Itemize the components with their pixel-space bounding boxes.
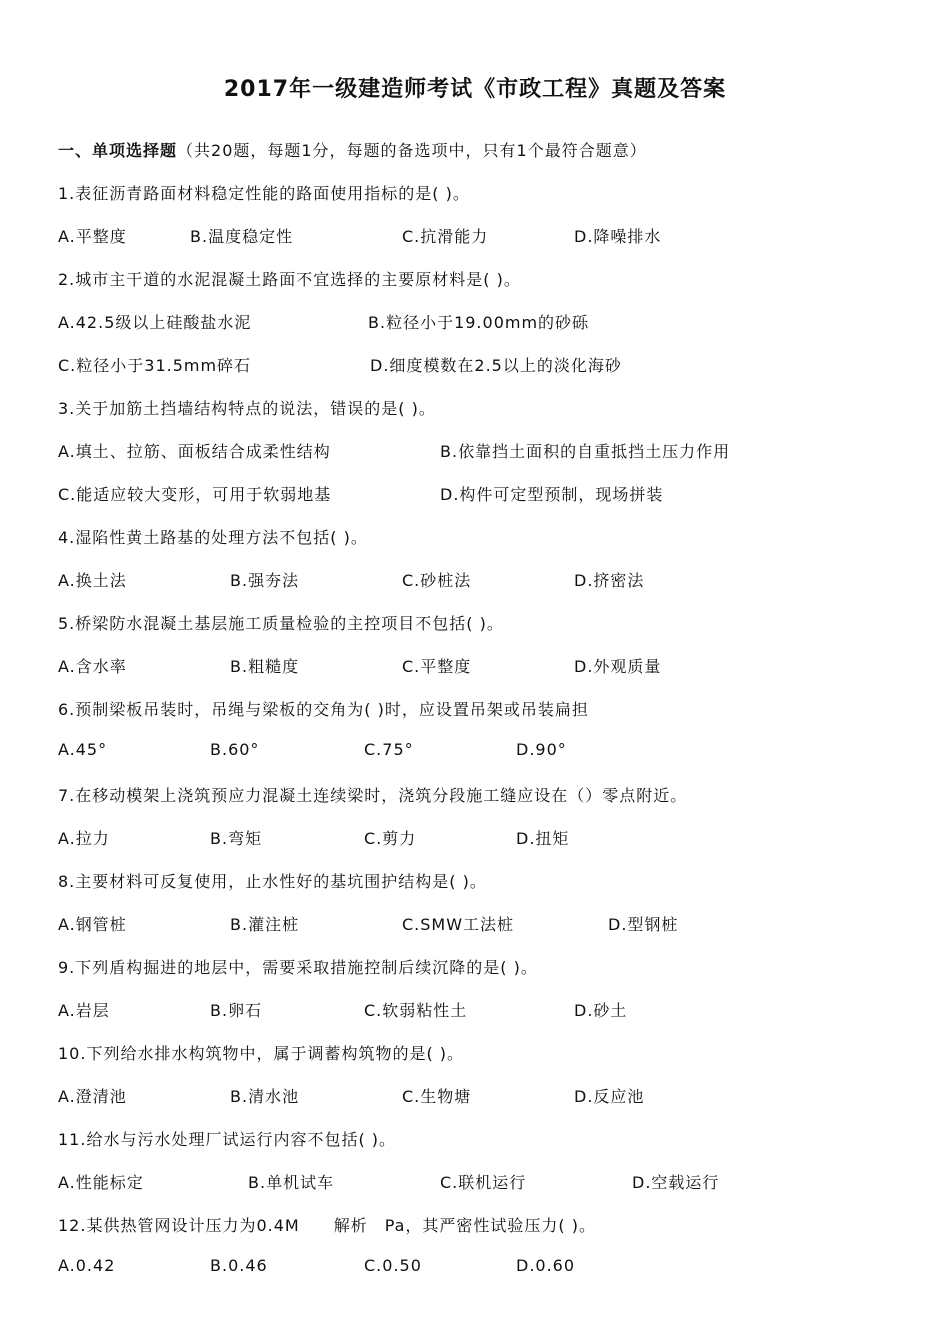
q10-option-d: D.反应池	[574, 1087, 645, 1106]
q1-option-c: C.抗滑能力	[402, 227, 489, 246]
q11-option-b: B.单机试车	[248, 1173, 335, 1192]
question-4-stem: 4.湿陷性黄土路基的处理方法不包括( )。	[58, 528, 368, 547]
q9-option-a: A.岩层	[58, 1001, 110, 1020]
q6-option-a: A.45°	[58, 740, 108, 759]
question-7-stem: 7.在移动模架上浇筑预应力混凝土连续梁时，浇筑分段施工缝应设在（）零点附近。	[58, 786, 688, 805]
q1-option-d: D.降噪排水	[574, 227, 662, 246]
q5-option-b: B.粗糙度	[230, 657, 300, 676]
q12-option-a: A.0.42	[58, 1256, 116, 1275]
q8-option-c: C.SMW工法桩	[402, 915, 515, 934]
q1-option-a: A.平整度	[58, 227, 127, 246]
question-12-stem: 12.某供热管网设计压力为0.4M 解析 Pa，其严密性试验压力( )。	[58, 1216, 597, 1235]
q5-option-c: C.平整度	[402, 657, 472, 676]
q2-option-c: C.粒径小于31.5mm碎石	[58, 356, 252, 375]
q4-option-c: C.砂桩法	[402, 571, 472, 590]
q4-option-d: D.挤密法	[574, 571, 645, 590]
q7-option-b: B.弯矩	[210, 829, 263, 848]
question-10-stem: 10.下列给水排水构筑物中，属于调蓄构筑物的是( )。	[58, 1044, 465, 1063]
q10-option-a: A.澄清池	[58, 1087, 127, 1106]
q2-option-a: A.42.5级以上硅酸盐水泥	[58, 313, 252, 332]
q10-option-c: C.生物塘	[402, 1087, 472, 1106]
q6-option-c: C.75°	[364, 740, 414, 759]
q9-option-b: B.卵石	[210, 1001, 263, 1020]
q3-option-d: D.构件可定型预制，现场拼装	[440, 485, 664, 504]
q7-option-d: D.扭矩	[516, 829, 570, 848]
q12-option-d: D.0.60	[516, 1256, 576, 1275]
q3-option-c: C.能适应较大变形，可用于软弱地基	[58, 485, 332, 504]
q6-option-b: B.60°	[210, 740, 260, 759]
q8-option-d: D.型钢桩	[608, 915, 679, 934]
q11-option-c: C.联机运行	[440, 1173, 527, 1192]
q12-option-c: C.0.50	[364, 1256, 422, 1275]
q9-option-d: D.砂土	[574, 1001, 628, 1020]
q12-option-b: B.0.46	[210, 1256, 268, 1275]
question-2-stem: 2.城市主干道的水泥混凝土路面不宜选择的主要原材料是( )。	[58, 270, 521, 289]
q2-option-d: D.细度模数在2.5以上的淡化海砂	[370, 356, 622, 375]
section-heading: 一、单项选择题	[58, 141, 178, 160]
q7-option-a: A.拉力	[58, 829, 110, 848]
q8-option-b: B.灌注桩	[230, 915, 300, 934]
q1-option-b: B.温度稳定性	[190, 227, 294, 246]
question-3-stem: 3.关于加筋土挡墙结构特点的说法，错误的是( )。	[58, 399, 436, 418]
question-8-stem: 8.主要材料可反复使用，止水性好的基坑围护结构是( )。	[58, 872, 487, 891]
q8-option-a: A.钢管桩	[58, 915, 127, 934]
q11-option-a: A.性能标定	[58, 1173, 144, 1192]
q3-option-b: B.依靠挡土面积的自重抵挡土压力作用	[440, 442, 731, 461]
q3-option-a: A.填土、拉筋、面板结合成柔性结构	[58, 442, 331, 461]
q2-option-b: B.粒径小于19.00mm的砂砾	[368, 313, 590, 332]
q4-option-a: A.换土法	[58, 571, 127, 590]
q4-option-b: B.强夯法	[230, 571, 300, 590]
q9-option-c: C.软弱粘性土	[364, 1001, 468, 1020]
question-9-stem: 9.下列盾构掘进的地层中，需要采取措施控制后续沉降的是( )。	[58, 958, 538, 977]
q5-option-a: A.含水率	[58, 657, 127, 676]
q10-option-b: B.清水池	[230, 1087, 300, 1106]
q7-option-c: C.剪力	[364, 829, 417, 848]
q11-option-d: D.空载运行	[632, 1173, 720, 1192]
q6-option-d: D.90°	[516, 740, 567, 759]
question-6-stem: 6.预制梁板吊装时，吊绳与梁板的交角为( )时，应设置吊架或吊装扁担	[58, 700, 589, 719]
section-note: （共20题，每题1分，每题的备选项中，只有1个最符合题意）	[177, 141, 647, 160]
section-heading-line	[58, 138, 647, 161]
question-11-stem: 11.给水与污水处理厂试运行内容不包括( )。	[58, 1130, 397, 1149]
question-1-stem: 1.表征沥青路面材料稳定性能的路面使用指标的是( )。	[58, 184, 470, 203]
q5-option-d: D.外观质量	[574, 657, 662, 676]
question-5-stem: 5.桥梁防水混凝土基层施工质量检验的主控项目不包括( )。	[58, 614, 504, 633]
document-title: 2017年一级建造师考试《市政工程》真题及答案	[223, 77, 727, 102]
